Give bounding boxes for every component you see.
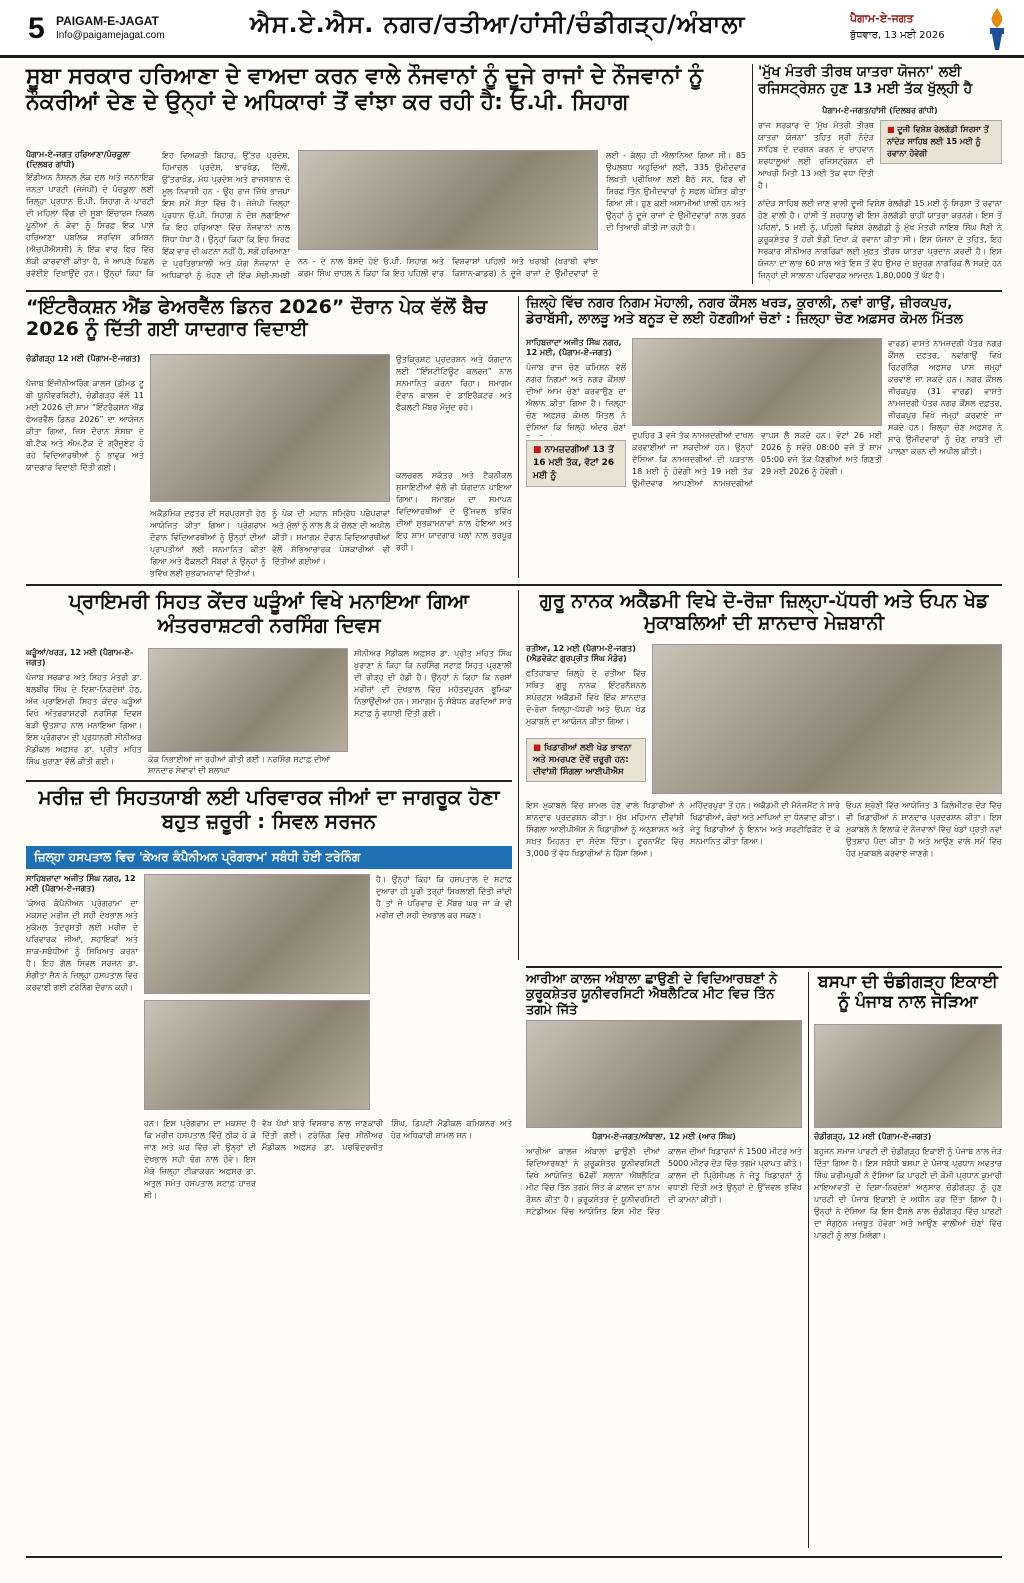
a7-subhead-bar: ਜ਼ਿਲ੍ਹਾ ਹਸਪਤਾਲ ਵਿਚ 'ਕੇਅਰ ਕੰਪੈਨੀਅਨ ਪ੍ਰੋਗਰਾਮ' ਸਬੰਧੀ ਹੋਈ ਟਰੇਨਿੰਗ bbox=[26, 846, 512, 869]
torch-logo-icon bbox=[978, 6, 1016, 52]
photo-a1-meeting bbox=[298, 150, 598, 250]
a6-col2: ਇਸ ਮੁਕਾਬਲੇ ਵਿੱਚ ਸ਼ਾਮਲ ਹੋਣ ਵਾਲੇ ਖਿਡਾਰੀਆਂ ਨੇ ਸ਼ਾਨਦਾਰ ਪ੍ਰਦਰਸ਼ਨ ਕੀਤਾ। ਮੁੱਖ ਮਹਿਮਾਨ ਦੀਵਾਂਸ਼ੀ ਸਿੰਗਲਾ ਆਈਪੀਐਸ ਨੇ ਖਿਡਾਰੀਆਂ ਨੂੰ ਅਨੁਸ਼ਾਸਨ ਅਤੇ ਸਖ਼ਤ ਮਿਹਨਤ ਦਾ ਸੰਦੇਸ਼ ਦਿੱਤਾ। ਟੂਰਨਾਮੈਂਟ ਵਿੱਚ 3,000 ਤੋਂ ਵੱਧ ਖਿਡਾਰੀਆਂ ਨੇ ਹਿੱਸਾ ਲਿਆ। bbox=[526, 801, 684, 858]
dateline-a1: ਪੈਗਾਮ-ਏ-ਜਗਤ ਹਰਿਆਣਾ/ਪੰਚਕੂਲਾ (ਦਿਲਬਰ ਗਾਂਧੀ) bbox=[26, 150, 131, 169]
photo-a5-nurses-day bbox=[148, 648, 348, 752]
section-title: ਐਸ.ਏ.ਐਸ. ਨਗਰ/ਰਤੀਆ/ਹਾਂਸੀ/ਚੰਡੀਗੜ੍ਹ/ਅੰਬਾਲਾ bbox=[250, 10, 746, 38]
dateline-a4: ਸਾਹਿਬਜ਼ਾਦਾ ਅਜੀਤ ਸਿੰਘ ਨਗਰ, 12 ਮਈ, (ਪੈਗਾਮ-ਏ-ਜਗਤ) bbox=[526, 338, 622, 357]
photo-a7-training-1 bbox=[144, 874, 370, 994]
a7-col3: ਹਨ। ਇਸ ਪ੍ਰੋਗਰਾਮ ਦਾ ਮਕਸਦ ਹੈ ਕਿ ਮਰੀਜ਼ ਹਸਪਤਾਲ ਵਿੱਚੋਂ ਠੀਕ ਹੋ ਕੇ ਜਾਣ ਅਤੇ ਘਰ ਵਿੱਚ ਵੀ ਉਨ੍ਹਾਂ ਦੀ ਦੇਖਭਾਲ ਸਹੀ ਢੰਗ ਨਾਲ ਹੋਵੇ। ਇਸ ਮੌਕੇ ਜ਼ਿਲ੍ਹਾ ਟੀਕਾਕਰਨ ਅਫ਼ਸਰ ਡਾ. ਅਤੁਲ ਸਮੇਤ ਹਸਪਤਾਲ ਸਟਾਫ਼ ਹਾਜ਼ਰ ਸੀ। bbox=[144, 1119, 256, 1200]
section-divider bbox=[526, 966, 1002, 968]
a1-col1: ਇੰਡੀਅਨ ਨੈਸ਼ਨਲ ਲੋਕ ਦਲ ਅਤੇ ਜਨਨਾਇਕ ਜਨਤਾ ਪਾਰਟੀ (ਜੇਜੇਪੀ) ਦੇ ਪੰਚਕੂਲਾ ਲਈ ਜ਼ਿਲ੍ਹਾ ਪ੍ਰਧਾਨ ਓ.ਪੀ. ਸਿਹਾਗ ਨੇ ਪਾਰਟੀ ਦੀ ਮਹਿਲਾ ਵਿੰਗ ਦੀ ਸੂਬਾ ਇੰਚਾਰਜ ਨਿਕਲ ਪੂਨੀਆ ਨੇ ਕੋਵਾ ਨੂੰ ਸਿਰਫ਼ ਇਕ ਪਾਸੇ ਹਰਿਆਣਾ ਪਬਲਿਕ ਸਰਵਿਸ ਕਮਿਸ਼ਨ (ਐਚਪੀਐਸਸੀ) ਨੇ ਇੱਕ ਵਾਰ ਫਿਰ ਵਿੱਚ ਸ਼ੱਕੀ ਕਾਰਵਾਈ ਕੀਤਾ ਹੈ, ਜੋ ਆਪਣੇ ਪਿਛਲੇ ਰਵੱਈਏ ਦਿਖਾਉਂਦੇ ਹਨ। ਉਨ੍ਹਾਂ ਕਿਹਾ ਕਿ bbox=[26, 173, 154, 278]
a5-caption: ਕੇਕ ਨਿਭਾਈਆਂ ਜਾ ਰਹੀਆਂ ਕੀਤੀ ਗਈ। ਨਰਸਿੰਗ ਸਟਾਫ਼ ਦੀਆਂ ਸ਼ਾਨਦਾਰ ਸੇਵਾਵਾਂ ਦੀ ਸ਼ਲਾਘਾ bbox=[148, 755, 331, 775]
a2-highlight bbox=[880, 120, 1002, 164]
section-divider bbox=[26, 584, 1002, 586]
a6-col1: ਫਤਿਹਾਬਾਦ ਜ਼ਿਲ੍ਹੇ ਦੇ ਰਤੀਆ ਵਿੱਚ ਸਥਿਤ ਗੁਰੂ ਨਾਨਕ ਇੰਟਰਨੈਸ਼ਨਲ ਸਪੋਰਟਸ ਅਕੈਡਮੀ ਵਿਖੇ ਇੱਕ ਸ਼ਾਨਦਾਰ ਦੋ-ਰੋਜ਼ਾ ਜ਼ਿਲ੍ਹਾ-ਪੱਧਰੀ ਅਤੇ ਓਪਨ ਖੇਡ ਮੁਕਾਬਲੇ ਦਾ ਆਯੋਜਨ ਕੀਤਾ ਗਿਆ। bbox=[526, 669, 646, 726]
a1-col2: ਇਹ ਵਿਅਕਤੀ ਬਿਹਾਰ, ਉੱਤਰ ਪ੍ਰਦੇਸ਼, ਹਿਮਾਚਲ ਪ੍ਰਦੇਸ਼, ਝਾਰਖੰਡ, ਦਿੱਲੀ, ਉੱਤਰਾਖੰਡ, ਮੱਧ ਪ੍ਰਦੇਸ਼ ਅਤੇ ਰਾਜਸਥਾਨ ਦੇ ਮੂਲ ਨਿਵਾਸੀ ਹਨ - ਉਹ ਰਾਜ ਜਿੱਥੇ ਭਾਜਪਾ ਇਸ ਸਮੇਂ ਸੱਤਾ ਵਿੱਚ ਹੈ। ਜੇਜੇਪੀ ਜ਼ਿਲ੍ਹਾ ਪ੍ਰਧਾਨ ਓ.ਪੀ. ਸਿਹਾਗ ਨੇ ਦੋਸ਼ ਲਗਾਇਆ ਕਿ ਇਹ ਹਰਿਆਣਾ ਵਿੱਚ ਨੌਜਵਾਨਾਂ ਨਾਲ ਸਿੱਧਾ ਧੋਖਾ ਹੈ। ਉਨ੍ਹਾਂ ਕਿਹਾ ਕਿ ਇਹ ਸਿਰਫ਼ ਇੱਕ ਵਾਰ ਦੀ ਘਟਨਾ ਨਹੀਂ ਹੈ, ਸਗੋਂ ਹਰਿਆਣਾ ਦੇ ਪ੍ਰਤਿਭਾਸ਼ਾਲੀ ਅਤੇ ਯੋਗ ਨੌਜਵਾਨਾਂ ਦੇ ਅਧਿਕਾਰਾਂ ਨੂੰ ਖੋਹਣ ਦੀ ਇੱਕ ਸੋਚੀ-ਸਮਝੀ bbox=[162, 151, 290, 280]
a3-col2: ਅਕੈਡਮਿਕ ਦਫ਼ਤਰ ਦੀ ਸਰਪ੍ਰਸਤੀ ਹੇਠ ਆਯੋਜਿਤ ਕੀਤਾ ਗਿਆ। ਪ੍ਰੋਗਰਾਮ ਦੌਰਾਨ ਵਿਦਿਆਰਥੀਆਂ ਨੂੰ ਉਨ੍ਹਾਂ ਦੀਆਂ ਪ੍ਰਾਪਤੀਆਂ ਲਈ ਸਨਮਾਨਿਤ ਕੀਤਾ ਗਿਆ ਅਤੇ ਫੈਕਲਟੀ ਮੈਂਬਰਾਂ ਨੇ ਉਨ੍ਹਾਂ ਨੂੰ ਭਵਿੱਖ ਲਈ ਸ਼ੁਭਕਾਮਨਾਵਾਂ ਦਿੱਤੀਆਂ। bbox=[150, 509, 266, 578]
dateline-a7: ਸਾਹਿਬਜ਼ਾਦਾ ਅਜੀਤ ਸਿੰਘ ਨਗਰ, 12 ਮਈ (ਪੈਗਾਮ-ਏ-ਜਗਤ) bbox=[26, 874, 136, 893]
column-divider bbox=[518, 296, 519, 578]
headline-a7: ਮਰੀਜ਼ ਦੀ ਸਿਹਤਯਾਬੀ ਲਈ ਪਰਿਵਾਰਕ ਜੀਆਂ ਦਾ ਜਾਗਰੂਕ ਹੋਣਾ ਬਹੁਤ ਜ਼ਰੂਰੀ : ਸਿਵਲ ਸਰਜਨ bbox=[38, 785, 500, 833]
a3-col4: ਉਤਕ੍ਰਿਸ਼ਟ ਪ੍ਰਦਰਸ਼ਨ ਅਤੇ ਯੋਗਦਾਨ ਲਈ “ਇੰਸਟੀਟਿਊਟ ਕਲਰਜ਼” ਨਾਲ ਸਨਮਾਨਿਤ ਕਰਨਾ ਰਿਹਾ। ਸਮਾਗਮ ਦੌਰਾਨ ਕਾਲਜ ਦੇ ਡਾਇਰੈਕਟਰ ਅਤੇ ਫੈਕਲਟੀ ਮੈਂਬਰ ਮੌਜੂਦ ਰਹੇ। bbox=[396, 355, 512, 412]
a4-col1: ਪੰਜਾਬ ਰਾਜ ਚੋਣ ਕਮਿਸ਼ਨ ਵੱਲੋਂ ਨਗਰ ਨਿਗਮਾਂ ਅਤੇ ਨਗਰ ਕੌਂਸਲਾਂ ਦੀਆਂ ਆਮ ਚੋਣਾਂ ਕਰਵਾਉਣ ਦਾ ਐਲਾਨ ਕੀਤਾ ਗਿਆ ਹੈ। ਜ਼ਿਲ੍ਹਾ ਚੋਣ ਅਫ਼ਸਰ ਕੋਮਲ ਮਿੱਤਲ ਨੇ ਦੱਸਿਆ ਕਿ ਜ਼ਿਲ੍ਹੇ ਅੰਦਰ ਚੋਣਾਂ bbox=[526, 363, 626, 432]
a7-col1: 'ਕੇਅਰ ਕੰਪੈਨੀਅਨ ਪ੍ਰੋਗਰਾਮ' ਦਾ ਮਕਸਦ ਮਰੀਜ਼ ਦੀ ਸਹੀ ਦੇਖਭਾਲ ਅਤੇ ਮੁਕੰਮਲ ਤੰਦਰੁਸਤੀ ਲਈ ਮਰੀਜ਼ ਦੇ ਪਰਿਵਾਰਕ ਜੀਆਂ, ਸਹਾਇਕਾਂ ਅਤੇ ਸਾਕ-ਸਬੰਧੀਆਂ ਨੂੰ ਸਿਖਿਅਤ ਕਰਨਾ ਹੈ। ਇਹ ਗੱਲ ਸਿਵਲ ਸਰਜਨ ਡਾ. ਸੰਗੀਤਾ ਜੈਨ ਨੇ ਜ਼ਿਲ੍ਹਾ ਹਸਪਤਾਲ ਵਿਚ ਕਰਵਾਈ ਗਈ ਟਰੇਨਿੰਗ ਦੌਰਾਨ ਕਹੀ। bbox=[26, 899, 138, 992]
a9-body: ਬਹੁਜਨ ਸਮਾਜ ਪਾਰਟੀ ਦੀ ਚੰਡੀਗੜ੍ਹ ਇਕਾਈ ਨੂੰ ਪੰਜਾਬ ਨਾਲ ਜੋੜ ਦਿੱਤਾ ਗਿਆ ਹੈ। ਇਸ ਸਬੰਧੀ ਬਸਪਾ ਦੇ ਪੰਜਾਬ ਪ੍ਰਧਾਨ ਅਵਤਾਰ ਸਿੰਘ ਕਰੀਮਪੁਰੀ ਨੇ ਦੱਸਿਆ ਕਿ ਪਾਰਟੀ ਦੀ ਕੌਮੀ ਪ੍ਰਧਾਨ ਕੁਮਾਰੀ ਮਾਇਆਵਤੀ ਦੇ ਦਿਸ਼ਾ-ਨਿਰਦੇਸ਼ਾਂ ਅਨੁਸਾਰ ਚੰਡੀਗੜ੍ਹ ਨੂੰ ਹੁਣ ਪਾਰਟੀ ਦੀ ਪੰਜਾਬ ਇਕਾਈ ਦੇ ਅਧੀਨ ਕਰ ਦਿੱਤਾ ਗਿਆ ਹੈ। ਉਨ੍ਹਾਂ ਨੇ ਦੱਸਿਆ ਕਿ ਇਸ ਫੈਸਲੇ ਨਾਲ ਚੰਡੀਗੜ੍ਹ ਵਿੱਚ ਪਾਰਟੀ ਦਾ ਸੰਗਠਨ ਮਜ਼ਬੂਤ ਹੋਵੇਗਾ ਅਤੇ ਆਉਣ ਵਾਲੀਆਂ ਚੋਣਾਂ ਵਿੱਚ ਪਾਰਟੀ ਨੂੰ ਲਾਭ ਮਿਲੇਗਾ। bbox=[814, 1147, 1002, 1240]
headline-a4: ਜ਼ਿਲ੍ਹੇ ਵਿੱਚ ਨਗਰ ਨਿਗਮ ਮੋਹਾਲੀ, ਨਗਰ ਕੌਂਸਲ ਖਰੜ, ਕੁਰਾਲੀ, ਨਵਾਂ ਗਾਉਂ, ਜ਼ੀਰਕਪੁਰ, ਡੇਰਾਬੱਸੀ, ਲਾਲੜੂ ਅਤੇ ਬਨੂੜ ਦੇ ਲਈ ਹੋਣਗੀਆਂ ਚੋਣਾਂ : ਜ਼ਿਲ੍ਹਾ ਚੋਣ ਅਫ਼ਸਰ ਕੋਮਲ ਮਿੱਤਲ bbox=[526, 295, 963, 327]
footer-rule bbox=[26, 1556, 1002, 1558]
a2-highlight-text: ਦੂਜੀ ਵਿਸ਼ੇਸ਼ ਰੇਲਗੱਡੀ ਸਿਰਸਾ ਤੋਂ ਨਾਂਦੇੜ ਸਾਹਿਬ ਲਈ 15 ਮਈ ਨੂੰ ਰਵਾਨਾ ਹੋਵੇਗੀ bbox=[887, 125, 989, 158]
right-brand-name: ਪੈਗਾਮ-ਏ-ਜਗਤ bbox=[850, 12, 914, 25]
photo-a7-training-2 bbox=[144, 1000, 370, 1110]
section-divider bbox=[26, 780, 512, 782]
photo-a6-sports-meet bbox=[652, 644, 1002, 794]
photo-a4-election-meeting bbox=[632, 338, 882, 426]
dateline-a3: ਚੰਡੀਗੜ੍ਹ 12 ਮਈ (ਪੈਗਾਮ-ਏ-ਜਗਤ) bbox=[26, 354, 141, 363]
dateline-a9: ਚੰਡੀਗੜ੍ਹ, 12 ਮਈ (ਪੈਗਾਮ-ਏ-ਜਗਤ) bbox=[814, 1132, 932, 1141]
a6-col3: ਮਹਿੰਦਰਪੁਰਾ ਤੋਂ ਹਨ। ਅਕੈਡਮੀ ਦੀ ਮੈਨੇਜਮੈਂਟ ਨੇ ਸਾਰੇ ਖਿਡਾਰੀਆਂ, ਕੋਚਾਂ ਅਤੇ ਮਾਪਿਆਂ ਦਾ ਧੰਨਵਾਦ ਕੀਤਾ। ਜੇਤੂ ਖਿਡਾਰੀਆਂ ਨੂੰ ਇਨਾਮ ਅਤੇ ਸਰਟੀਫਿਕੇਟ ਦੇ ਕੇ ਸਨਮਾਨਿਤ ਕੀਤਾ ਗਿਆ। bbox=[690, 801, 840, 846]
a2-lead: ਰਾਜ ਸਰਕਾਰ ਦੇ 'ਮੁੱਖ ਮੰਤਰੀ ਤੀਰਥ ਯਾਤਰਾ ਯੋਜਨਾ' ਤਹਿਤ ਸ੍ਰੀ ਨੰਦੇੜ ਸਾਹਿਬ ਦੇ ਦਰਸ਼ਨ ਕਰਨ ਦੇ ਚਾਹਵਾਨ ਸ਼ਰਧਾਲੂਆਂ ਲਈ ਰਜਿਸਟ੍ਰੇਸ਼ਨ ਦੀ ਆਖਰੀ ਮਿਤੀ 13 ਮਈ ਤੱਕ ਵਧਾ ਦਿੱਤੀ ਹੈ। bbox=[758, 121, 874, 190]
dateline-a6: ਰਤੀਆ, 12 ਮਈ (ਪੈਗਾਮ-ਏ-ਜਗਤ) (ਐਡਵੋਕੇਟ ਗੁਰਪ੍ਰੀਤ ਸਿੰਘ ਮੰਡੇਰ) bbox=[526, 644, 636, 663]
a5-col1: ਪੰਜਾਬ ਸਰਕਾਰ ਅਤੇ ਸਿਹਤ ਮੰਤਰੀ ਡਾ. ਬਲਬੀਰ ਸਿੰਘ ਦੇ ਦਿਸ਼ਾ-ਨਿਰਦੇਸ਼ਾਂ ਹੇਠ, ਅੱਜ ਪ੍ਰਾਇਮਰੀ ਸਿਹਤ ਕੇਂਦਰ ਘੜੂੰਆਂ ਵਿਖੇ ਅੰਤਰਰਾਸ਼ਟਰੀ ਨਰਸਿੰਗ ਦਿਵਸ ਬੜੀ ਉਤਸ਼ਾਹ ਨਾਲ ਮਨਾਇਆ ਗਿਆ। ਇਸ ਪ੍ਰੋਗਰਾਮ ਦੀ ਪ੍ਰਧਾਨਗੀ ਸੀਨੀਅਰ ਮੈਡੀਕਲ ਅਫ਼ਸਰ ਡਾ. ਪ੍ਰੀਤ ਮਹਿਤ ਸਿੰਘ ਖੁਰਾਣਾ ਵੱਲੋਂ ਕੀਤੀ ਗਈ। bbox=[26, 673, 142, 766]
a3-col3: ਨੂੰ ਪੇਕ ਦੀ ਮਹਾਨ ਸਮ੍ਰਿੱਧ ਪਰੰਪਰਾਵਾਂ ਅਤੇ ਮੁੱਲਾਂ ਨੂੰ ਨਾਲ ਲੈ ਕੇ ਚੱਲਣ ਦੀ ਅਪੀਲ ਕੀਤੀ। ਸਮਾਗਮ ਦੌਰਾਨ ਵਿਦਿਆਰਥੀਆਂ ਵੱਲੋਂ ਸੱਭਿਆਚਾਰਕ ਪੇਸ਼ਕਾਰੀਆਂ ਵੀ ਦਿੱਤੀਆਂ ਗਈਆਂ। bbox=[272, 509, 390, 566]
headline-a2: 'ਮੁੱਖ ਮੰਤਰੀ ਤੀਰਥ ਯਾਤਰਾ ਯੋਜਨਾ' ਲਈ ਰਜਿਸਟ੍ਰੇਸ਼ਨ ਹੁਣ 13 ਮਈ ਤੱਕ ਖੁੱਲ੍ਹੀ ਹੈ bbox=[758, 64, 973, 97]
bullet-icon: ■ bbox=[533, 743, 544, 753]
headline-a5: ਪ੍ਰਾਇਮਰੀ ਸਿਹਤ ਕੇਂਦਰ ਘੜੂੰਆਂ ਵਿਖੇ ਮਨਾਇਆ ਗਿਆ ਅੰਤਰਰਾਸ਼ਟਰੀ ਨਰਸਿੰਗ ਦਿਵਸ bbox=[69, 589, 469, 637]
headline-a1: ਸੂਬਾ ਸਰਕਾਰ ਹਰਿਆਣਾ ਦੇ ਵਾਅਦਾ ਕਰਨ ਵਾਲੇ ਨੌਜਵਾਨਾਂ ਨੂੰ ਦੂਜੇ ਰਾਜਾਂ ਦੇ ਨੌਜਵਾਨਾਂ ਨੂੰ ਨੌਕਰੀਆਂ ਦੇਣ ਦੇ ਉਨ੍ਹਾਂ ਦੇ ਅਧਿਕਾਰਾਂ ਤੋਂ ਵਾਂਝਾ ਕਰ ਰਹੀ ਹੈ: ਓ.ਪੀ. ਸਿਹਾਗ bbox=[26, 64, 703, 115]
a4-highlight bbox=[526, 440, 626, 487]
headline-a9: ਬਸਪਾ ਦੀ ਚੰਡੀਗੜ੍ਹ ਇਕਾਈ ਨੂੰ ਪੰਜਾਬ ਨਾਲ ਜੋੜਿਆ bbox=[818, 972, 998, 1013]
brand-name: PAIGAM-E-JAGAT bbox=[56, 14, 159, 28]
column-divider bbox=[518, 590, 519, 960]
a2-body: ਨਾਂਦੇੜ ਸਾਹਿਬ ਲਈ ਜਾਣ ਵਾਲੀ ਦੂਜੀ ਵਿਸ਼ੇਸ਼ ਰੇਲਗੱਡੀ 15 ਮਈ ਨੂੰ ਸਿਰਸਾ ਤੋਂ ਰਵਾਨਾ ਹੋਣ ਵਾਲੀ ਹੈ। ਹਾਂਸੀ ਤੋਂ ਸ਼ਰਧਾਲੂ ਵੀ ਇਸ ਰੇਲਗੱਡੀ ਰਾਹੀਂ ਯਾਤਰਾ ਕਰਨਗੇ। ਇਸ ਤੋਂ ਪਹਿਲਾਂ, 5 ਮਈ ਨੂੰ, ਪਹਿਲੀ ਵਿਸ਼ੇਸ਼ ਰੇਲਗੱਡੀ ਨੂੰ ਮੁੱਖ ਮੰਤਰੀ ਨਾਇਬ ਸਿੰਘ ਸੈਣੀ ਨੇ ਕੁਰੂਕਸ਼ੇਤਰ ਤੋਂ ਹਰੀ ਝੰਡੀ ਦਿਖਾ ਕੇ ਰਵਾਨਾ ਕੀਤਾ ਸੀ। ਇਸ ਯੋਜਨਾ ਦੇ ਤਹਿਤ, ਇਹ ਸਰਕਾਰ ਸੀਨੀਅਰ ਨਾਗਰਿਕਾਂ ਲਈ ਮੁਫ਼ਤ ਤੀਰਥ ਯਾਤਰਾ ਪ੍ਰਦਾਨ ਕਰਦੀ ਹੈ। ਇਸ ਯੋਜਨਾ ਦਾ ਲਾਭ 60 ਸਾਲ ਅਤੇ ਇਸ ਤੋਂ ਵੱਧ ਉਮਰ ਦੇ ਬਜ਼ੁਰਗ ਨਾਗਰਿਕ ਲੈ ਸਕਦੇ ਹਨ ਜਿਨ੍ਹਾਂ ਦੀ ਸਾਲਾਨਾ ਪਰਿਵਾਰਕ ਆਮਦਨ 1,80,000 ਤੋਂ ਘੱਟ ਹੈ। bbox=[758, 199, 1002, 280]
column-divider bbox=[808, 972, 809, 1548]
headline-a8: ਆਰੀਆ ਕਾਲਜ ਅੰਬਾਲਾ ਛਾਉਣੀ ਦੇ ਵਿਦਿਆਰਥਣਾਂ ਨੇ ਕੁਰੂਕਸ਼ੇਤਰ ਯੂਨੀਵਰਸਿਟੀ ਐਥਲੈਟਿਕ ਮੀਟ ਵਿਚ ਤਿੰਨ ਤਗਮੇ ਜਿੱਤੇ bbox=[526, 972, 778, 1018]
contact-email[interactable]: Info@paigamejagat.com bbox=[56, 30, 165, 41]
section-divider bbox=[26, 290, 1002, 292]
dateline-a5: ਘੜੂੰਆਂ/ਖਰੜ, 12 ਮਈ (ਪੈਗਾਮ-ਏ-ਜਗਤ) bbox=[26, 648, 134, 667]
issue-date: ਬੁੱਧਵਾਰ, 13 ਮਈ 2026 bbox=[850, 30, 945, 41]
a1-col3: ਨਨ - ਦੇ ਨਾਲ ਬੇਸਦੇ ਹੋਏ ਓ.ਪੀ. ਸਿਹਾਗ ਅਤੇ ਕਰਮ ਸਿੰਘ ਚਾਹਲ ਨੇ ਕਿਹਾ ਕਿ ਇਹ ਪਹਿਲੀ ਵਾਰ bbox=[298, 257, 444, 278]
a7-col2: ਹੈ। ਉਨ੍ਹਾਂ ਕਿਹਾ ਕਿ ਹਸਪਤਾਲ ਦੇ ਸਟਾਫ਼ ਦੁਆਰਾ ਹੀ ਪੂਰੀ ਤਰ੍ਹਾਂ ਸਿਖਲਾਈ ਦਿੱਤੀ ਜਾਂਦੀ ਹੈ ਤਾਂ ਜੋ ਪਰਿਵਾਰ ਦੇ ਮੈਂਬਰ ਘਰ ਜਾ ਕੇ ਵੀ ਮਰੀਜ਼ ਦੀ ਸਹੀ ਦੇਖਭਾਲ ਕਰ ਸਕਣ। bbox=[376, 875, 512, 920]
photo-a3-farewell bbox=[150, 354, 390, 502]
a6-highlight bbox=[526, 738, 646, 782]
a8-body: ਆਰੀਆ ਕਾਲਜ ਅੰਬਾਲਾ ਛਾਉਣੀ ਦੀਆਂ ਵਿਦਿਆਰਥਣਾਂ ਨੇ ਕੁਰੂਕਸ਼ੇਤਰ ਯੂਨੀਵਰਸਿਟੀ ਵਿਖੇ ਆਯੋਜਿਤ 62ਵੀਂ ਸਲਾਨਾ ਐਥਲੈਟਿਕ ਮੀਟ ਵਿੱਚ ਤਿੰਨ ਤਗਮੇ ਜਿੱਤ ਕੇ ਕਾਲਜ ਦਾ ਨਾਮ ਰੌਸ਼ਨ ਕੀਤਾ ਹੈ। ਕੁਰੂਕਸ਼ੇਤਰ ਦੇ ਯੂਨੀਵਰਸਿਟੀ ਸਟੇਡੀਅਮ ਵਿੱਚ ਆਯੋਜਿਤ ਇਸ ਮੀਟ ਵਿੱਚ ਕਾਲਜ ਦੀਆਂ ਖਿਡਾਰਨਾਂ ਨੇ 1500 ਮੀਟਰ ਅਤੇ 5000 ਮੀਟਰ ਦੌੜ ਵਿੱਚ ਤਗਮੇ ਪ੍ਰਾਪਤ ਕੀਤੇ। ਕਾਲਜ ਦੀ ਪ੍ਰਿੰਸੀਪਲ ਨੇ ਜੇਤੂ ਖਿਡਾਰਨਾਂ ਨੂੰ ਵਧਾਈ ਦਿੱਤੀ ਅਤੇ ਉਨ੍ਹਾਂ ਦੇ ਉੱਜਵਲ ਭਵਿੱਖ ਦੀ ਕਾਮਨਾ ਕੀਤੀ। bbox=[526, 1147, 802, 1216]
a3-col1: ਪੰਜਾਬ ਇੰਜੀਨੀਅਰਿੰਗ ਕਾਲਜ (ਡੀਮਡ ਟੂ ਬੀ ਯੂਨੀਵਰਸਿਟੀ), ਚੰਡੀਗੜ੍ਹ ਵੱਲੋਂ 11 ਮਈ 2026 ਦੀ ਸ਼ਾਮ “ਇੰਟਰੈਕਸ਼ਨ ਐਂਡ ਫੇਅਰਵੈੱਲ ਡਿਨਰ 2026” ਦਾ ਆਯੋਜਨ ਕੀਤਾ ਗਿਆ, ਜਿਸ ਦੌਰਾਨ ਸੰਸਥਾ ਦੇ ਬੀ.ਟੈਕ ਅਤੇ ਐਮ.ਟੈਕ ਦੇ ਗ੍ਰੈਜੂਏਟ ਹੋ ਰਹੇ ਵਿਦਿਆਰਥੀਆਂ ਨੂੰ ਭਾਵੁਕ ਅਤੇ ਯਾਦਗਾਰ ਵਿਦਾਈ ਦਿੱਤੀ ਗਈ। bbox=[26, 379, 144, 472]
bullet-icon: ■ bbox=[533, 445, 545, 455]
a4-highlight-text: ਨਾਮਜ਼ਦਗੀਆਂ 13 ਤੋਂ 16 ਮਈ ਤੱਕ, ਵੋਟਾਂ 26 ਮਈ ਨੂੰ bbox=[533, 445, 615, 481]
a3-col5: ਕਲਚਰਲ ਸਕੱਤਰ ਅਤੇ ਟੈਕਨੀਕਲ ਸੁਸਾਇਟੀਆਂ ਵੱਲੋਂ ਵੀ ਯੋਗਦਾਨ ਪਾਇਆ ਗਿਆ। ਸਮਾਗਮ ਦਾ ਸਮਾਪਨ ਵਿਦਿਆਰਥੀਆਂ ਦੇ ਉੱਜਵਲ ਭਵਿੱਖ ਦੀਆਂ ਸ਼ੁਭਕਾਮਨਾਵਾਂ ਨਾਲ ਹੋਇਆ ਅਤੇ ਇਹ ਸ਼ਾਮ ਯਾਦਗਾਰ ਪਲਾਂ ਨਾਲ ਭਰਪੂਰ ਰਹੀ। bbox=[396, 471, 512, 552]
a4-col3: ਵਾਰਡ) ਵਾਸਤੇ ਨਾਮਜ਼ਦਗੀ ਪੱਤਰ ਨਗਰ ਕੌਂਸਲ ਦਫ਼ਤਰ, ਨਵਾਂਗਾਉਂ ਵਿਖੇ ਰਿਟਰਨਿੰਗ ਅਫ਼ਸਰ ਪਾਸ ਜਮ੍ਹਾਂ ਕਰਵਾਏ ਜਾ ਸਕਦੇ ਹਨ। ਨਗਰ ਕੌਂਸਲ ਜ਼ੀਰਕਪੁਰ (31 ਵਾਰਡ) ਵਾਸਤੇ ਨਾਮਜ਼ਦਗੀ ਪੱਤਰ ਨਗਰ ਕੌਂਸਲ ਦਫ਼ਤਰ, ਜ਼ੀਰਕਪੁਰ ਵਿਖੇ ਜਮ੍ਹਾਂ ਕਰਵਾਏ ਜਾ ਸਕਦੇ ਹਨ। ਜ਼ਿਲ੍ਹਾ ਚੋਣ ਅਫ਼ਸਰ ਨੇ ਸਾਰੇ ਉਮੀਦਵਾਰਾਂ ਨੂੰ ਚੋਣ ਜ਼ਾਬਤੇ ਦੀ ਪਾਲਣਾ ਕਰਨ ਦੀ ਅਪੀਲ ਕੀਤੀ। bbox=[888, 339, 1002, 456]
masthead bbox=[0, 0, 1024, 58]
a5-col2: ਸੀਨੀਅਰ ਮੈਡੀਕਲ ਅਫ਼ਸਰ ਡਾ. ਪ੍ਰੀਤ ਮਹਿਤ ਸਿੰਘ ਖੁਰਾਣਾ ਨੇ ਕਿਹਾ ਕਿ ਨਰਸਿੰਗ ਸਟਾਫ਼ ਸਿਹਤ ਪ੍ਰਣਾਲੀ ਦੀ ਰੀੜ੍ਹ ਦੀ ਹੱਡੀ ਹੈ। ਉਨ੍ਹਾਂ ਨੇ ਕਿਹਾ ਕਿ ਨਰਸਾਂ ਮਰੀਜ਼ਾਂ ਦੀ ਦੇਖਭਾਲ ਵਿੱਚ ਮਹੱਤਵਪੂਰਨ ਭੂਮਿਕਾ ਨਿਭਾਉਂਦੀਆਂ ਹਨ। ਸਮਾਗਮ ਨੂੰ ਸੰਬੋਧਨ ਕਰਦਿਆਂ ਸਾਰੇ ਸਟਾਫ਼ ਨੂੰ ਵਧਾਈ ਦਿੱਤੀ ਗਈ। bbox=[354, 649, 512, 718]
a1-col4: ਵਿਸ਼ਵਾਸ਼ਾਂ ਪਹਿਲੀ ਅਤੇ ਖਰਾਬੀ (ਖਰਾਬੀ ਵਾਂਝਾ ਕਿਸਾਨ-ਕਾਡਰ) ਨੇ ਦੂਜੇ ਰਾਜਾਂ ਦੇ ਉਮੀਦਵਾਰਾਂ ਦੇ bbox=[452, 257, 598, 278]
a6-col4: ਓਪਨ ਸ਼੍ਰੇਣੀ ਵਿੱਚ ਆਯੋਜਿਤ 3 ਕਿਲੋਮੀਟਰ ਦੌੜ ਵਿੱਚ ਵੀ ਖਿਡਾਰੀਆਂ ਨੇ ਸ਼ਾਨਦਾਰ ਪ੍ਰਦਰਸ਼ਨ ਕੀਤਾ। ਇਸ ਮੁਕਾਬਲੇ ਨੇ ਇਲਾਕੇ ਦੇ ਨੌਜਵਾਨਾਂ ਵਿੱਚ ਖੇਡਾਂ ਪ੍ਰਤੀ ਨਵਾਂ ਉਤਸ਼ਾਹ ਪੈਦਾ ਕੀਤਾ ਹੈ ਅਤੇ ਆਉਣ ਵਾਲੇ ਸਮੇਂ ਵਿੱਚ ਹੋਰ ਮੁਕਾਬਲੇ ਕਰਵਾਏ ਜਾਣਗੇ। bbox=[846, 801, 1002, 858]
headline-a6: ਗੁਰੂ ਨਾਨਕ ਅਕੈਡਮੀ ਵਿਖੇ ਦੋ-ਰੋਜ਼ਾ ਜ਼ਿਲ੍ਹਾ-ਪੱਧਰੀ ਅਤੇ ਓਪਨ ਖੇਡ ਮੁਕਾਬਲਿਆਂ ਦੀ ਸ਼ਾਨਦਾਰ ਮੇਜ਼ਬਾਨੀ bbox=[539, 590, 989, 635]
a6-highlight-text: ਖਿਡਾਰੀਆਂ ਲਈ ਖੇਡ ਭਾਵਨਾ ਅਤੇ ਸਮਰਪਣ ਦੋਵੇਂ ਜ਼ਰੂਰੀ ਹਨ: ਦੀਵਾਂਸ਼ੀ ਸਿੰਗਲਾ ਆਈਪੀਐਸ bbox=[533, 743, 632, 777]
headline-a3: “ਇੰਟਰੈਕਸ਼ਨ ਐਂਡ ਫੇਅਰਵੈੱਲ ਡਿਨਰ 2026” ਦੌਰਾਨ ਪੇਕ ਵੱਲੋਂ ਬੈਚ 2026 ਨੂੰ ਦਿੱਤੀ ਗਈ ਯਾਦਗਾਰ ਵਿਦਾਈ bbox=[26, 296, 488, 341]
a7-col4: ਵੱਖ ਪੱਖਾਂ ਬਾਰੇ ਵਿਸਥਾਰ ਨਾਲ ਜਾਣਕਾਰੀ ਦਿੱਤੀ ਗਈ। ਟਰੇਨਿੰਗ ਵਿਚ ਸੀਨੀਅਰ ਮੈਡੀਕਲ ਅਫ਼ਸਰ ਡਾ. ਪਰਵਿੰਦਰਜੀਤ ਸਿੰਘ, ਡਿਪਟੀ ਮੈਡੀਕਲ ਕਮਿਸ਼ਨਰ ਅਤੇ ਹੋਰ ਅਧਿਕਾਰੀ ਸ਼ਾਮਲ ਸਨ। bbox=[262, 1119, 512, 1152]
dateline-a2: ਪੈਗਾਮ-ਏ-ਜਗਤ/ਹਾਂਸੀ (ਦਿਲਬਰ ਗਾਂਧੀ) bbox=[822, 106, 938, 115]
photo-a9-bsp bbox=[814, 1024, 1002, 1128]
a4-col2: ਦੁਪਹਿਰ 3 ਵਜੇ ਤੱਕ ਨਾਮਜ਼ਦਗੀਆਂ ਦਾਖਲ ਕਰਵਾਈਆਂ ਜਾ ਸਕਦੀਆਂ ਹਨ। ਉਨ੍ਹਾਂ ਦੱਸਿਆ ਕਿ ਨਾਮਜ਼ਦਗੀਆਂ ਦੀ ਪੜਤਾਲ 18 ਮਈ ਨੂੰ ਹੋਵੇਗੀ ਅਤੇ 19 ਮਈ ਤੱਕ ਉਮੀਦਵਾਰ ਆਪਣੀਆਂ ਨਾਮਜ਼ਦਗੀਆਂ ਵਾਪਸ ਲੈ ਸਕਦੇ ਹਨ। ਵੋਟਾਂ 26 ਮਈ 2026 ਨੂੰ ਸਵੇਰੇ 08:00 ਵਜੇ ਤੋਂ ਸ਼ਾਮ 05:00 ਵਜੇ ਤੱਕ ਪੈਣਗੀਆਂ ਅਤੇ ਗਿਣਤੀ 29 ਮਈ 2026 ਨੂੰ ਹੋਵੇਗੀ। bbox=[632, 431, 882, 488]
bullet-icon: ■ bbox=[887, 125, 898, 134]
dateline-a8: ਪੈਗਾਮ-ਏ-ਜਗਤ/ਅੰਬਾਲਾ, 12 ਮਈ (ਆਰ ਸਿੰਘ) bbox=[592, 1132, 736, 1141]
photo-a8-athletes bbox=[526, 1020, 802, 1128]
page-number: 5 bbox=[28, 12, 45, 45]
a1-col5: ਲਈ - ਕੱਲ੍ਹ ਹੀ ਐਲਾਨਿਆ ਗਿਆ ਸੀ। 85 ਉਪਲਬਧ ਅਹੁਦਿਆਂ ਲਈ, 335 ਉਮੀਦਵਾਰ ਲਿਖਤੀ ਪ੍ਰੀਖਿਆ ਲਈ ਬੈਠੇ ਸਨ, ਫਿਰ ਵੀ ਸਿਰਫ਼ ਤਿੰਨ ਉਮੀਦਵਾਰਾਂ ਨੂੰ ਸਫਲ ਘੋਸ਼ਿਤ ਕੀਤਾ ਗਿਆ ਸੀ। ਹੁਣ ਕਈ ਅਸਾਮੀਆਂ ਖਾਲੀ ਹਨ ਅਤੇ ਉਨ੍ਹਾਂ ਨੂੰ ਦੂਜੇ ਰਾਜਾਂ ਦੇ ਉਮੀਦਵਾਰਾਂ ਨਾਲ ਭਰਨ ਦੀ ਤਿਆਰੀ ਕੀਤੀ ਜਾ ਰਹੀ ਹੈ। bbox=[606, 151, 746, 232]
column-divider bbox=[752, 64, 753, 284]
